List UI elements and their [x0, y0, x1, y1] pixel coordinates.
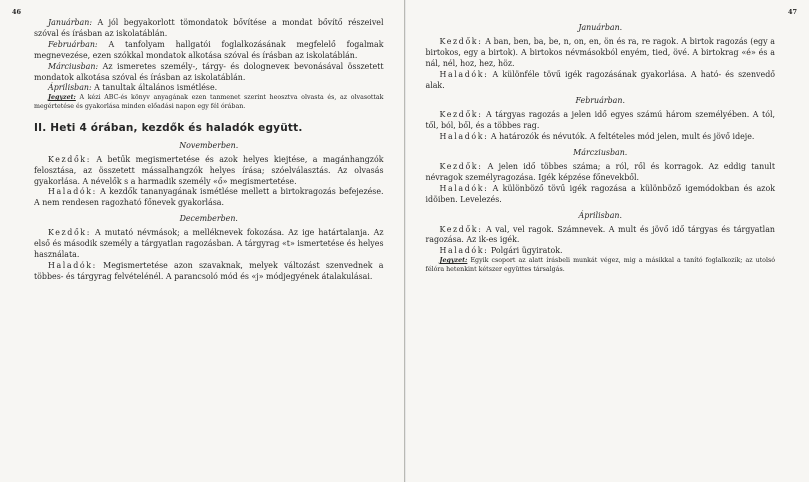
group-label: Kezdők:: [439, 110, 483, 120]
group-label: Kezdők:: [48, 154, 91, 164]
note-label: Jegyzet:: [439, 257, 468, 265]
month-paragraph-february: [34, 40, 384, 62]
group-text: Megismertetése azon szavaknak, melyek változást szenvednek a többes- és tárgyrag felvételénél. A parancsoló mód és «j» módjegyének átalakulásai.: [34, 260, 384, 281]
month-text: Az ismeretes személy-, tárgy- és dologneveк bevonásával összetett mondatok alkotása szóval és írásban az iskolatáblán.: [34, 61, 384, 82]
haladok-paragraph: [426, 246, 776, 257]
note-text: A kézi ABC-és könyv anyagának ezen tanmenet szerint heosztva olvasta és, az olvasottak megértetése és gyakorlása minden előadási napon egy fél órában.: [34, 94, 384, 110]
footnote: [426, 257, 776, 274]
note-text: Egyik csoport az alatt írásbeli munkát végez, mig a másikkal a tanító foglalkozik; az utolsó félóra hetenkint kétszer együttes társalgás.: [425, 257, 775, 273]
month-paragraph-march: [34, 62, 384, 84]
group-label: Haladók:: [439, 69, 489, 79]
month-heading-december: Decemberben.: [179, 214, 238, 224]
page-gutter: [404, 0, 405, 482]
group-text: A val, vel ragok. Számnevek. A mult és jövő idő tárgyas és tárgyatlan ragozása. Az ik-es igék.: [425, 224, 775, 245]
group-label: Kezdők:: [439, 36, 483, 46]
kezdok-paragraph: [34, 228, 384, 261]
month-paragraph-january: [34, 18, 384, 40]
footnote: [34, 94, 384, 111]
month-heading-november: Novemberben.: [179, 140, 239, 150]
group-text: A betűk megismertetése és azok helyes kiejtése, a magánhangzók felosztása, az összetett mássalhangzók helyes írása; szóelválasztás. Az olvasás gyakorlása. A névelők s a harmadik személy «ő» megismertetése.: [34, 154, 384, 186]
group-text: A tárgyas ragozás a jelen idő egyes számú három személyében. A tól, től, ból, ből, és a többes rag.: [425, 110, 775, 131]
month-paragraph-april: [34, 83, 384, 94]
group-text: A határozók és névutók. A feltételes mód jelen, mult és jövő ideje.: [490, 132, 755, 142]
month-label: Áprilisban:: [48, 83, 92, 93]
month-text: A jól begyakorlott tömondatok bővítése a mondat bővítő részeivel szóval és írásban az iskolatáblán.: [34, 18, 384, 38]
haladok-paragraph: [34, 261, 384, 283]
month-label: Februárban:: [48, 39, 98, 49]
month-heading-january: Januárban.: [578, 23, 623, 32]
kezdok-paragraph: [426, 162, 776, 184]
group-text: Polgári ügyiratok.: [490, 246, 563, 256]
haladok-paragraph: [34, 187, 384, 209]
note-label: Jegyzet:: [48, 94, 76, 102]
group-label: Haladók:: [48, 187, 97, 197]
group-label: Haladók:: [48, 260, 97, 270]
page-number: 47: [787, 8, 797, 16]
group-label: Haladók:: [439, 132, 489, 142]
kezdok-paragraph: [426, 225, 776, 247]
group-text: A különféle tövű igék ragozásának gyakorlása. A ható- és szenvedő alak.: [425, 69, 775, 90]
section-heading: II. Heti 4 órában, kezdők és haladók együtt.: [34, 122, 303, 135]
month-heading-march: Márcziusban.: [573, 148, 628, 158]
month-text: A tanultak általános ismétlése.: [94, 83, 218, 93]
month-heading-february: Februárban.: [575, 96, 625, 106]
month-heading-april: Áprilisban.: [578, 210, 622, 220]
group-text: A különböző tövű igék ragozása a különböző igemódokban és azok idõiben. Levelezés.: [425, 183, 775, 204]
page-number: 46: [12, 8, 22, 16]
month-label: Januárban:: [48, 18, 93, 27]
month-label: Márciusban:: [48, 61, 99, 71]
group-text: A jelen idő többes száma; a ról, ről és korragok. Az eddig tanult névragok személyragozása. Igék képzése főnevekből.: [425, 161, 775, 182]
month-text: A tanfolyam hallgatói foglalkozásának megfelelő fogalmak megnevezése, ezen szókkal mondatok alkotása szóval és írásban az iskolatáblán.: [34, 39, 384, 60]
group-label: Haladók:: [439, 246, 489, 256]
group-text: A kezdők tananyagának ismétlése mellett a birtokragozás befejezése. A nem rendesen ragozható főnevek gyakorlása.: [34, 187, 384, 208]
group-label: Kezdők:: [48, 228, 91, 238]
haladok-paragraph: [426, 132, 776, 143]
haladok-paragraph: [426, 70, 776, 92]
group-label: Kezdők:: [439, 161, 483, 171]
haladok-paragraph: [426, 184, 776, 206]
group-label: Kezdők:: [439, 224, 483, 234]
left-page: [0, 0, 404, 482]
kezdok-paragraph: [34, 155, 384, 188]
right-page: [406, 0, 809, 482]
group-text: A mutató névmások; a melléknevek fokozása. Az ige határtalanja. Az első és második személy a tárgyatlan ragozásban. A tárgyrag «t» ismertetése és helyes használata.: [34, 228, 384, 259]
group-text: A ban, ben, ba, be, n, on, en, ön és ra, re ragok. A birtok ragozás (egy a birtokos, egy a birtok). A birtokos névmásokból enyém, tied, övé. A birtokrag «é» és a nál, nél, hoz, hez, höz.: [425, 36, 775, 68]
kezdok-paragraph: [426, 110, 776, 132]
group-label: Haladók:: [439, 183, 489, 193]
kezdok-paragraph: [426, 37, 776, 70]
